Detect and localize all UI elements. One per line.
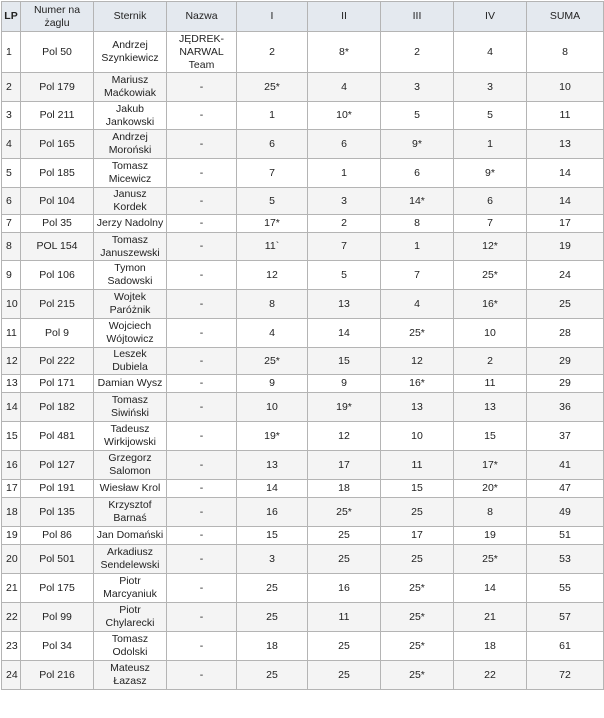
cell-lp: 5 — [2, 159, 21, 188]
cell-race-3: 12 — [381, 348, 454, 375]
cell-name: - — [167, 451, 237, 480]
cell-name: - — [167, 632, 237, 661]
table-row — [2, 159, 604, 188]
table-row — [2, 498, 604, 527]
cell-race-2: 2 — [308, 215, 381, 233]
cell-sum: 17 — [527, 215, 604, 233]
cell-race-2: 19* — [308, 393, 381, 422]
cell-sail-number: Pol 171 — [21, 375, 94, 393]
table-row — [2, 233, 604, 261]
cell-race-1: 25 — [237, 574, 308, 603]
cell-name: - — [167, 498, 237, 527]
cell-sum: 61 — [527, 632, 604, 661]
table-row — [2, 73, 604, 102]
cell-race-2: 13 — [308, 290, 381, 319]
cell-race-4: 22 — [454, 661, 527, 690]
cell-sail-number: Pol 191 — [21, 480, 94, 498]
cell-race-3: 17 — [381, 527, 454, 545]
cell-race-2: 25 — [308, 632, 381, 661]
table-row — [2, 319, 604, 348]
cell-race-3: 16* — [381, 375, 454, 393]
table-row — [2, 545, 604, 574]
cell-race-1: 16 — [237, 498, 308, 527]
cell-race-3: 3 — [381, 73, 454, 102]
table-row — [2, 261, 604, 290]
cell-sum: 47 — [527, 480, 604, 498]
cell-sum: 10 — [527, 73, 604, 102]
cell-race-3: 10 — [381, 422, 454, 451]
cell-race-4: 16* — [454, 290, 527, 319]
cell-sum: 29 — [527, 348, 604, 375]
cell-race-1: 25 — [237, 661, 308, 690]
cell-race-4: 17* — [454, 451, 527, 480]
table-row — [2, 480, 604, 498]
cell-race-3: 25* — [381, 632, 454, 661]
cell-helmsman: Leszek Dubiela — [94, 348, 167, 375]
table-row — [2, 188, 604, 215]
cell-name: - — [167, 527, 237, 545]
cell-race-2: 25* — [308, 498, 381, 527]
cell-helmsman: Andrzej Moroński — [94, 130, 167, 159]
cell-sum: 57 — [527, 603, 604, 632]
cell-helmsman: Tomasz Januszewski — [94, 233, 167, 261]
header-race-1: I — [237, 2, 308, 32]
cell-race-1: 11` — [237, 233, 308, 261]
cell-lp: 6 — [2, 188, 21, 215]
cell-race-1: 10 — [237, 393, 308, 422]
cell-race-2: 18 — [308, 480, 381, 498]
cell-sum: 14 — [527, 188, 604, 215]
cell-race-2: 5 — [308, 261, 381, 290]
cell-race-2: 10* — [308, 102, 381, 130]
cell-name: - — [167, 159, 237, 188]
cell-helmsman: Mariusz Maćkowiak — [94, 73, 167, 102]
cell-name: - — [167, 290, 237, 319]
cell-race-2: 9 — [308, 375, 381, 393]
table-row — [2, 422, 604, 451]
cell-sail-number: Pol 216 — [21, 661, 94, 690]
cell-race-3: 15 — [381, 480, 454, 498]
cell-race-4: 20* — [454, 480, 527, 498]
cell-sail-number: Pol 179 — [21, 73, 94, 102]
cell-name: - — [167, 102, 237, 130]
cell-name: - — [167, 375, 237, 393]
cell-name: - — [167, 233, 237, 261]
cell-lp: 20 — [2, 545, 21, 574]
cell-race-3: 1 — [381, 233, 454, 261]
cell-lp: 10 — [2, 290, 21, 319]
cell-name: - — [167, 393, 237, 422]
cell-helmsman: Piotr Marcyaniuk — [94, 574, 167, 603]
cell-race-2: 14 — [308, 319, 381, 348]
cell-race-2: 25 — [308, 661, 381, 690]
cell-race-3: 13 — [381, 393, 454, 422]
cell-race-2: 25 — [308, 527, 381, 545]
header-lp: LP — [2, 2, 21, 32]
results-table — [1, 1, 604, 690]
cell-lp: 4 — [2, 130, 21, 159]
cell-helmsman: Wojciech Wójtowicz — [94, 319, 167, 348]
header-row — [2, 2, 604, 32]
cell-race-3: 7 — [381, 261, 454, 290]
cell-name: - — [167, 261, 237, 290]
cell-race-1: 9 — [237, 375, 308, 393]
cell-helmsman: Jan Domański — [94, 527, 167, 545]
table-row — [2, 32, 604, 73]
cell-sum: 36 — [527, 393, 604, 422]
cell-name: - — [167, 422, 237, 451]
cell-sail-number: Pol 9 — [21, 319, 94, 348]
cell-race-3: 8 — [381, 215, 454, 233]
header-name: Nazwa — [167, 2, 237, 32]
cell-race-1: 15 — [237, 527, 308, 545]
cell-sum: 14 — [527, 159, 604, 188]
cell-sail-number: Pol 104 — [21, 188, 94, 215]
cell-race-3: 9* — [381, 130, 454, 159]
cell-lp: 9 — [2, 261, 21, 290]
cell-sail-number: Pol 34 — [21, 632, 94, 661]
cell-race-4: 4 — [454, 32, 527, 73]
cell-helmsman: Tymon Sadowski — [94, 261, 167, 290]
cell-sum: 53 — [527, 545, 604, 574]
cell-race-4: 3 — [454, 73, 527, 102]
cell-race-2: 17 — [308, 451, 381, 480]
table-row — [2, 574, 604, 603]
header-race-4: IV — [454, 2, 527, 32]
cell-helmsman: Mateusz Łazasz — [94, 661, 167, 690]
header-race-2: II — [308, 2, 381, 32]
cell-helmsman: Krzysztof Barnaś — [94, 498, 167, 527]
cell-lp: 11 — [2, 319, 21, 348]
table-row — [2, 102, 604, 130]
cell-race-1: 4 — [237, 319, 308, 348]
cell-sum: 72 — [527, 661, 604, 690]
cell-race-4: 25* — [454, 545, 527, 574]
cell-helmsman: Wojtek Paróżnik — [94, 290, 167, 319]
cell-race-4: 1 — [454, 130, 527, 159]
cell-helmsman: Grzegorz Salomon — [94, 451, 167, 480]
cell-sail-number: POL 154 — [21, 233, 94, 261]
cell-sail-number: Pol 35 — [21, 215, 94, 233]
table-row — [2, 527, 604, 545]
table-row — [2, 375, 604, 393]
cell-helmsman: Wiesław Krol — [94, 480, 167, 498]
cell-helmsman: Janusz Kordek — [94, 188, 167, 215]
cell-name: - — [167, 188, 237, 215]
cell-race-3: 2 — [381, 32, 454, 73]
cell-sail-number: Pol 182 — [21, 393, 94, 422]
cell-sum: 55 — [527, 574, 604, 603]
cell-race-3: 25 — [381, 498, 454, 527]
cell-sail-number: Pol 185 — [21, 159, 94, 188]
cell-lp: 19 — [2, 527, 21, 545]
table-row — [2, 661, 604, 690]
cell-race-1: 2 — [237, 32, 308, 73]
cell-race-1: 12 — [237, 261, 308, 290]
cell-race-1: 3 — [237, 545, 308, 574]
cell-lp: 13 — [2, 375, 21, 393]
cell-lp: 17 — [2, 480, 21, 498]
cell-race-1: 5 — [237, 188, 308, 215]
cell-sail-number: Pol 501 — [21, 545, 94, 574]
cell-sail-number: Pol 127 — [21, 451, 94, 480]
cell-lp: 8 — [2, 233, 21, 261]
table-row — [2, 215, 604, 233]
cell-race-4: 14 — [454, 574, 527, 603]
cell-name: - — [167, 574, 237, 603]
cell-helmsman: Tomasz Micewicz — [94, 159, 167, 188]
cell-race-4: 15 — [454, 422, 527, 451]
cell-sum: 29 — [527, 375, 604, 393]
cell-race-2: 12 — [308, 422, 381, 451]
header-race-3: III — [381, 2, 454, 32]
cell-lp: 2 — [2, 73, 21, 102]
cell-sail-number: Pol 222 — [21, 348, 94, 375]
cell-lp: 23 — [2, 632, 21, 661]
cell-race-1: 25* — [237, 73, 308, 102]
cell-lp: 12 — [2, 348, 21, 375]
cell-lp: 3 — [2, 102, 21, 130]
cell-sum: 13 — [527, 130, 604, 159]
cell-sum: 41 — [527, 451, 604, 480]
table-row — [2, 603, 604, 632]
cell-race-2: 25 — [308, 545, 381, 574]
cell-race-2: 8* — [308, 32, 381, 73]
cell-lp: 1 — [2, 32, 21, 73]
cell-lp: 16 — [2, 451, 21, 480]
cell-name: - — [167, 603, 237, 632]
cell-race-1: 8 — [237, 290, 308, 319]
cell-race-4: 25* — [454, 261, 527, 290]
cell-race-4: 21 — [454, 603, 527, 632]
header-helmsman: Sternik — [94, 2, 167, 32]
cell-helmsman: Tomasz Odolski — [94, 632, 167, 661]
cell-race-1: 7 — [237, 159, 308, 188]
cell-sum: 24 — [527, 261, 604, 290]
cell-race-3: 25 — [381, 545, 454, 574]
cell-helmsman: Piotr Chylarecki — [94, 603, 167, 632]
cell-race-3: 11 — [381, 451, 454, 480]
cell-sum: 8 — [527, 32, 604, 73]
cell-name: - — [167, 73, 237, 102]
cell-sail-number: Pol 99 — [21, 603, 94, 632]
cell-race-3: 14* — [381, 188, 454, 215]
cell-helmsman: Jerzy Nadolny — [94, 215, 167, 233]
cell-sail-number: Pol 86 — [21, 527, 94, 545]
cell-lp: 18 — [2, 498, 21, 527]
cell-race-1: 18 — [237, 632, 308, 661]
cell-helmsman: Damian Wysz — [94, 375, 167, 393]
cell-name: - — [167, 480, 237, 498]
cell-race-3: 25* — [381, 574, 454, 603]
cell-race-3: 25* — [381, 319, 454, 348]
cell-race-4: 13 — [454, 393, 527, 422]
cell-sail-number: Pol 215 — [21, 290, 94, 319]
cell-sum: 28 — [527, 319, 604, 348]
cell-lp: 15 — [2, 422, 21, 451]
cell-race-4: 11 — [454, 375, 527, 393]
table-row — [2, 393, 604, 422]
table-row — [2, 290, 604, 319]
cell-name: JĘDREK-NARWAL Team — [167, 32, 237, 73]
cell-sum: 25 — [527, 290, 604, 319]
cell-helmsman: Tadeusz Wirkijowski — [94, 422, 167, 451]
cell-race-4: 9* — [454, 159, 527, 188]
cell-name: - — [167, 130, 237, 159]
cell-name: - — [167, 545, 237, 574]
cell-lp: 14 — [2, 393, 21, 422]
cell-helmsman: Tomasz Siwiński — [94, 393, 167, 422]
cell-race-1: 19* — [237, 422, 308, 451]
table-row — [2, 348, 604, 375]
cell-race-2: 4 — [308, 73, 381, 102]
cell-sail-number: Pol 165 — [21, 130, 94, 159]
cell-race-2: 7 — [308, 233, 381, 261]
cell-helmsman: Andrzej Szynkiewicz — [94, 32, 167, 73]
cell-race-4: 12* — [454, 233, 527, 261]
cell-race-4: 10 — [454, 319, 527, 348]
cell-sum: 49 — [527, 498, 604, 527]
table-row — [2, 130, 604, 159]
table-row — [2, 451, 604, 480]
cell-race-2: 11 — [308, 603, 381, 632]
cell-lp: 22 — [2, 603, 21, 632]
cell-race-1: 25* — [237, 348, 308, 375]
cell-helmsman: Jakub Jankowski — [94, 102, 167, 130]
cell-race-4: 18 — [454, 632, 527, 661]
cell-race-4: 19 — [454, 527, 527, 545]
cell-race-3: 6 — [381, 159, 454, 188]
cell-race-2: 3 — [308, 188, 381, 215]
cell-race-4: 7 — [454, 215, 527, 233]
cell-race-1: 14 — [237, 480, 308, 498]
cell-name: - — [167, 348, 237, 375]
cell-race-4: 6 — [454, 188, 527, 215]
cell-race-1: 6 — [237, 130, 308, 159]
cell-helmsman: Arkadiusz Sendelewski — [94, 545, 167, 574]
cell-race-2: 6 — [308, 130, 381, 159]
cell-lp: 21 — [2, 574, 21, 603]
cell-race-3: 25* — [381, 661, 454, 690]
header-sum: SUMA — [527, 2, 604, 32]
cell-race-4: 2 — [454, 348, 527, 375]
cell-race-3: 5 — [381, 102, 454, 130]
cell-name: - — [167, 215, 237, 233]
cell-name: - — [167, 661, 237, 690]
cell-race-1: 25 — [237, 603, 308, 632]
cell-race-2: 15 — [308, 348, 381, 375]
header-sail-number: Numer na żaglu — [21, 2, 94, 32]
cell-sail-number: Pol 211 — [21, 102, 94, 130]
cell-sum: 37 — [527, 422, 604, 451]
cell-lp: 7 — [2, 215, 21, 233]
cell-race-3: 4 — [381, 290, 454, 319]
cell-race-4: 8 — [454, 498, 527, 527]
cell-race-2: 16 — [308, 574, 381, 603]
cell-race-3: 25* — [381, 603, 454, 632]
cell-sail-number: Pol 135 — [21, 498, 94, 527]
table-row — [2, 632, 604, 661]
cell-race-4: 5 — [454, 102, 527, 130]
cell-sum: 11 — [527, 102, 604, 130]
cell-race-1: 13 — [237, 451, 308, 480]
cell-sail-number: Pol 175 — [21, 574, 94, 603]
cell-sum: 51 — [527, 527, 604, 545]
cell-sail-number: Pol 481 — [21, 422, 94, 451]
cell-race-1: 17* — [237, 215, 308, 233]
cell-sail-number: Pol 106 — [21, 261, 94, 290]
cell-name: - — [167, 319, 237, 348]
cell-sail-number: Pol 50 — [21, 32, 94, 73]
cell-sum: 19 — [527, 233, 604, 261]
cell-race-1: 1 — [237, 102, 308, 130]
cell-lp: 24 — [2, 661, 21, 690]
cell-race-2: 1 — [308, 159, 381, 188]
